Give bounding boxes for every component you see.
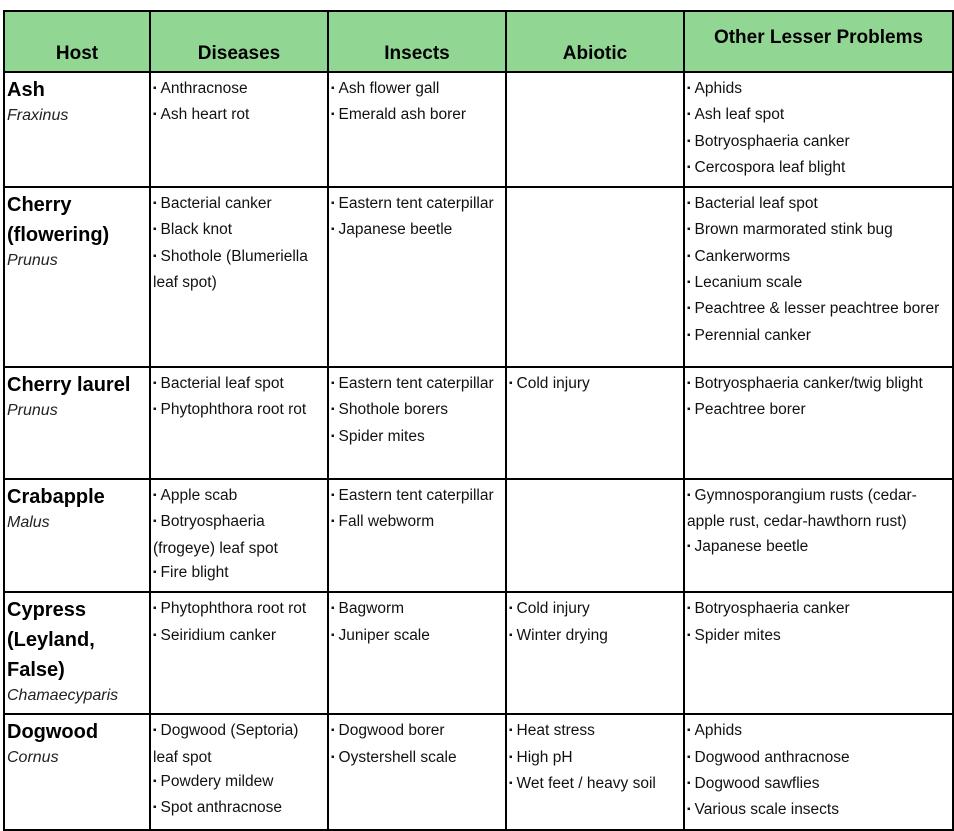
insects-list xyxy=(329,480,505,541)
list-item: ▪ Winter drying xyxy=(509,624,681,650)
table-body xyxy=(4,72,953,830)
list-item: ▪ Shothole borers xyxy=(331,398,503,424)
list-item: ▪ Dogwood anthracnose xyxy=(687,746,950,772)
abiotic-list xyxy=(507,480,683,488)
insects-cell xyxy=(328,714,506,829)
insects-cell xyxy=(328,367,506,479)
host-name: Ash xyxy=(7,79,45,101)
diseases-cell xyxy=(150,592,328,714)
list-item: ▪ Dogwood (Septoria) leaf spot xyxy=(153,719,325,770)
list-item: ▪ Oystershell scale xyxy=(331,746,503,772)
list-item: ▪ Wet feet / heavy soil xyxy=(509,772,681,798)
diseases-list xyxy=(151,188,327,299)
diseases-cell xyxy=(150,714,328,829)
list-item: ▪ Peachtree borer xyxy=(687,398,950,424)
diseases-cell xyxy=(150,367,328,479)
host-name: Cypress (Leyland, False) xyxy=(7,599,95,682)
list-item: ▪ Perennial canker xyxy=(687,324,950,350)
insects-list xyxy=(329,593,505,654)
diseases-list xyxy=(151,715,327,826)
other-list xyxy=(685,368,952,429)
list-item: ▪ Emerald ash borer xyxy=(331,103,503,129)
host-scientific-name: Prunus xyxy=(7,252,58,270)
list-item: ▪ Cold injury xyxy=(509,597,681,623)
list-item: ▪ Fall webworm xyxy=(331,510,503,536)
list-item: ▪ High pH xyxy=(509,746,681,772)
list-item: ▪ Japanese beetle xyxy=(331,218,503,244)
host-cell xyxy=(4,72,150,187)
insects-list xyxy=(329,368,505,455)
host-name: Cherry laurel xyxy=(7,374,131,397)
host-scientific-name: Prunus xyxy=(7,402,58,420)
list-item: ▪ Bagworm xyxy=(331,597,503,623)
other-cell xyxy=(684,592,953,714)
list-item: ▪ Seiridium canker xyxy=(153,624,325,650)
list-item: ▪ Ash leaf spot xyxy=(687,103,950,129)
insects-cell xyxy=(328,72,506,187)
diseases-list xyxy=(151,73,327,134)
other-list xyxy=(685,73,952,186)
list-item: ▪ Bacterial canker xyxy=(153,192,325,218)
list-item: ▪ Ash heart rot xyxy=(153,103,325,129)
abiotic-cell xyxy=(506,367,684,479)
host-problems-table xyxy=(3,10,954,831)
diseases-cell xyxy=(150,479,328,592)
other-cell xyxy=(684,72,953,187)
list-item: ▪ Bacterial leaf spot xyxy=(153,372,325,398)
list-item: ▪ Eastern tent caterpillar xyxy=(331,484,503,510)
diseases-cell xyxy=(150,72,328,187)
header-diseases: Diseases xyxy=(150,11,328,72)
header-host: Host xyxy=(4,11,150,72)
table-row xyxy=(4,592,953,714)
host-scientific-name: Malus xyxy=(7,514,50,532)
list-item: ▪ Botryosphaeria (frogeye) leaf spot xyxy=(153,510,325,561)
list-item: ▪ Phytophthora root rot xyxy=(153,597,325,623)
list-item: ▪ Spot anthracnose xyxy=(153,796,325,822)
abiotic-cell xyxy=(506,479,684,592)
list-item: ▪ Aphids xyxy=(687,77,950,103)
list-item: ▪ Cercospora leaf blight xyxy=(687,156,950,182)
insects-cell xyxy=(328,592,506,714)
diseases-list xyxy=(151,480,327,591)
header-abiotic: Abiotic xyxy=(506,11,684,72)
list-item: ▪ Spider mites xyxy=(331,425,503,451)
other-cell xyxy=(684,367,953,479)
other-list xyxy=(685,715,952,828)
abiotic-list xyxy=(507,715,683,802)
insects-list xyxy=(329,188,505,249)
abiotic-cell xyxy=(506,187,684,367)
list-item: ▪ Heat stress xyxy=(509,719,681,745)
table-row xyxy=(4,479,953,592)
diseases-list xyxy=(151,593,327,654)
abiotic-cell xyxy=(506,72,684,187)
host-name: Cherry (flowering) xyxy=(7,194,110,247)
list-item: ▪ Aphids xyxy=(687,719,950,745)
list-item: ▪ Botryosphaeria canker xyxy=(687,130,950,156)
list-item: ▪ Dogwood borer xyxy=(331,719,503,745)
list-item: ▪ Spider mites xyxy=(687,624,950,650)
list-item: ▪ Phytophthora root rot xyxy=(153,398,325,424)
list-item: ▪ Anthracnose xyxy=(153,77,325,103)
list-item: ▪ Bacterial leaf spot xyxy=(687,192,950,218)
abiotic-list xyxy=(507,188,683,196)
insects-cell xyxy=(328,187,506,367)
list-item: ▪ Cankerworms xyxy=(687,245,950,271)
host-scientific-name: Cornus xyxy=(7,749,59,767)
abiotic-cell xyxy=(506,714,684,829)
list-item: ▪ Black knot xyxy=(153,218,325,244)
host-name: Dogwood xyxy=(7,721,99,744)
list-item: ▪ Eastern tent caterpillar xyxy=(331,372,503,398)
list-item: ▪ Lecanium scale xyxy=(687,271,950,297)
abiotic-list xyxy=(507,368,683,402)
host-cell xyxy=(4,187,150,367)
list-item: ▪ Eastern tent caterpillar xyxy=(331,192,503,218)
table-row xyxy=(4,367,953,479)
list-item: ▪ Ash flower gall xyxy=(331,77,503,103)
header-insects: Insects xyxy=(328,11,506,72)
table-row xyxy=(4,187,953,367)
list-item: ▪ Apple scab xyxy=(153,484,325,510)
list-item: ▪ Powdery mildew xyxy=(153,770,325,796)
abiotic-list xyxy=(507,73,683,81)
diseases-cell xyxy=(150,187,328,367)
other-list xyxy=(685,480,952,565)
list-item: ▪ Botryosphaeria canker/twig blight xyxy=(687,372,950,398)
diseases-list xyxy=(151,368,327,429)
abiotic-cell xyxy=(506,592,684,714)
insects-cell xyxy=(328,479,506,592)
host-cell xyxy=(4,367,150,479)
host-cell xyxy=(4,592,150,714)
list-item: ▪ Juniper scale xyxy=(331,624,503,650)
abiotic-list xyxy=(507,593,683,654)
host-cell xyxy=(4,714,150,829)
list-item: ▪ Peachtree & lesser peachtree borer xyxy=(687,297,950,323)
host-cell xyxy=(4,479,150,592)
other-list xyxy=(685,188,952,354)
list-item: ▪ Botryosphaeria canker xyxy=(687,597,950,623)
insects-list xyxy=(329,715,505,776)
list-item: ▪ Japanese beetle xyxy=(687,535,950,561)
header-other-problems: Other Lesser Problems xyxy=(684,11,953,72)
list-item: ▪ Fire blight xyxy=(153,561,325,587)
other-cell xyxy=(684,714,953,829)
table-row xyxy=(4,714,953,829)
host-name: Crabapple xyxy=(7,486,105,509)
insects-list xyxy=(329,73,505,134)
header-row xyxy=(4,11,953,72)
list-item: ▪ Shothole (Blumeriella leaf spot) xyxy=(153,245,325,296)
list-item: ▪ Various scale insects xyxy=(687,798,950,824)
other-cell xyxy=(684,187,953,367)
table-row xyxy=(4,72,953,187)
other-list xyxy=(685,593,952,654)
list-item: ▪ Gymnosporangium rusts (cedar-apple rust, cedar-hawthorn rust) xyxy=(687,484,950,535)
other-cell xyxy=(684,479,953,592)
host-scientific-name: Chamaecyparis xyxy=(7,687,119,705)
list-item: ▪ Cold injury xyxy=(509,372,681,398)
list-item: ▪ Brown marmorated stink bug xyxy=(687,218,950,244)
host-scientific-name: Fraxinus xyxy=(7,107,69,124)
list-item: ▪ Dogwood sawflies xyxy=(687,772,950,798)
